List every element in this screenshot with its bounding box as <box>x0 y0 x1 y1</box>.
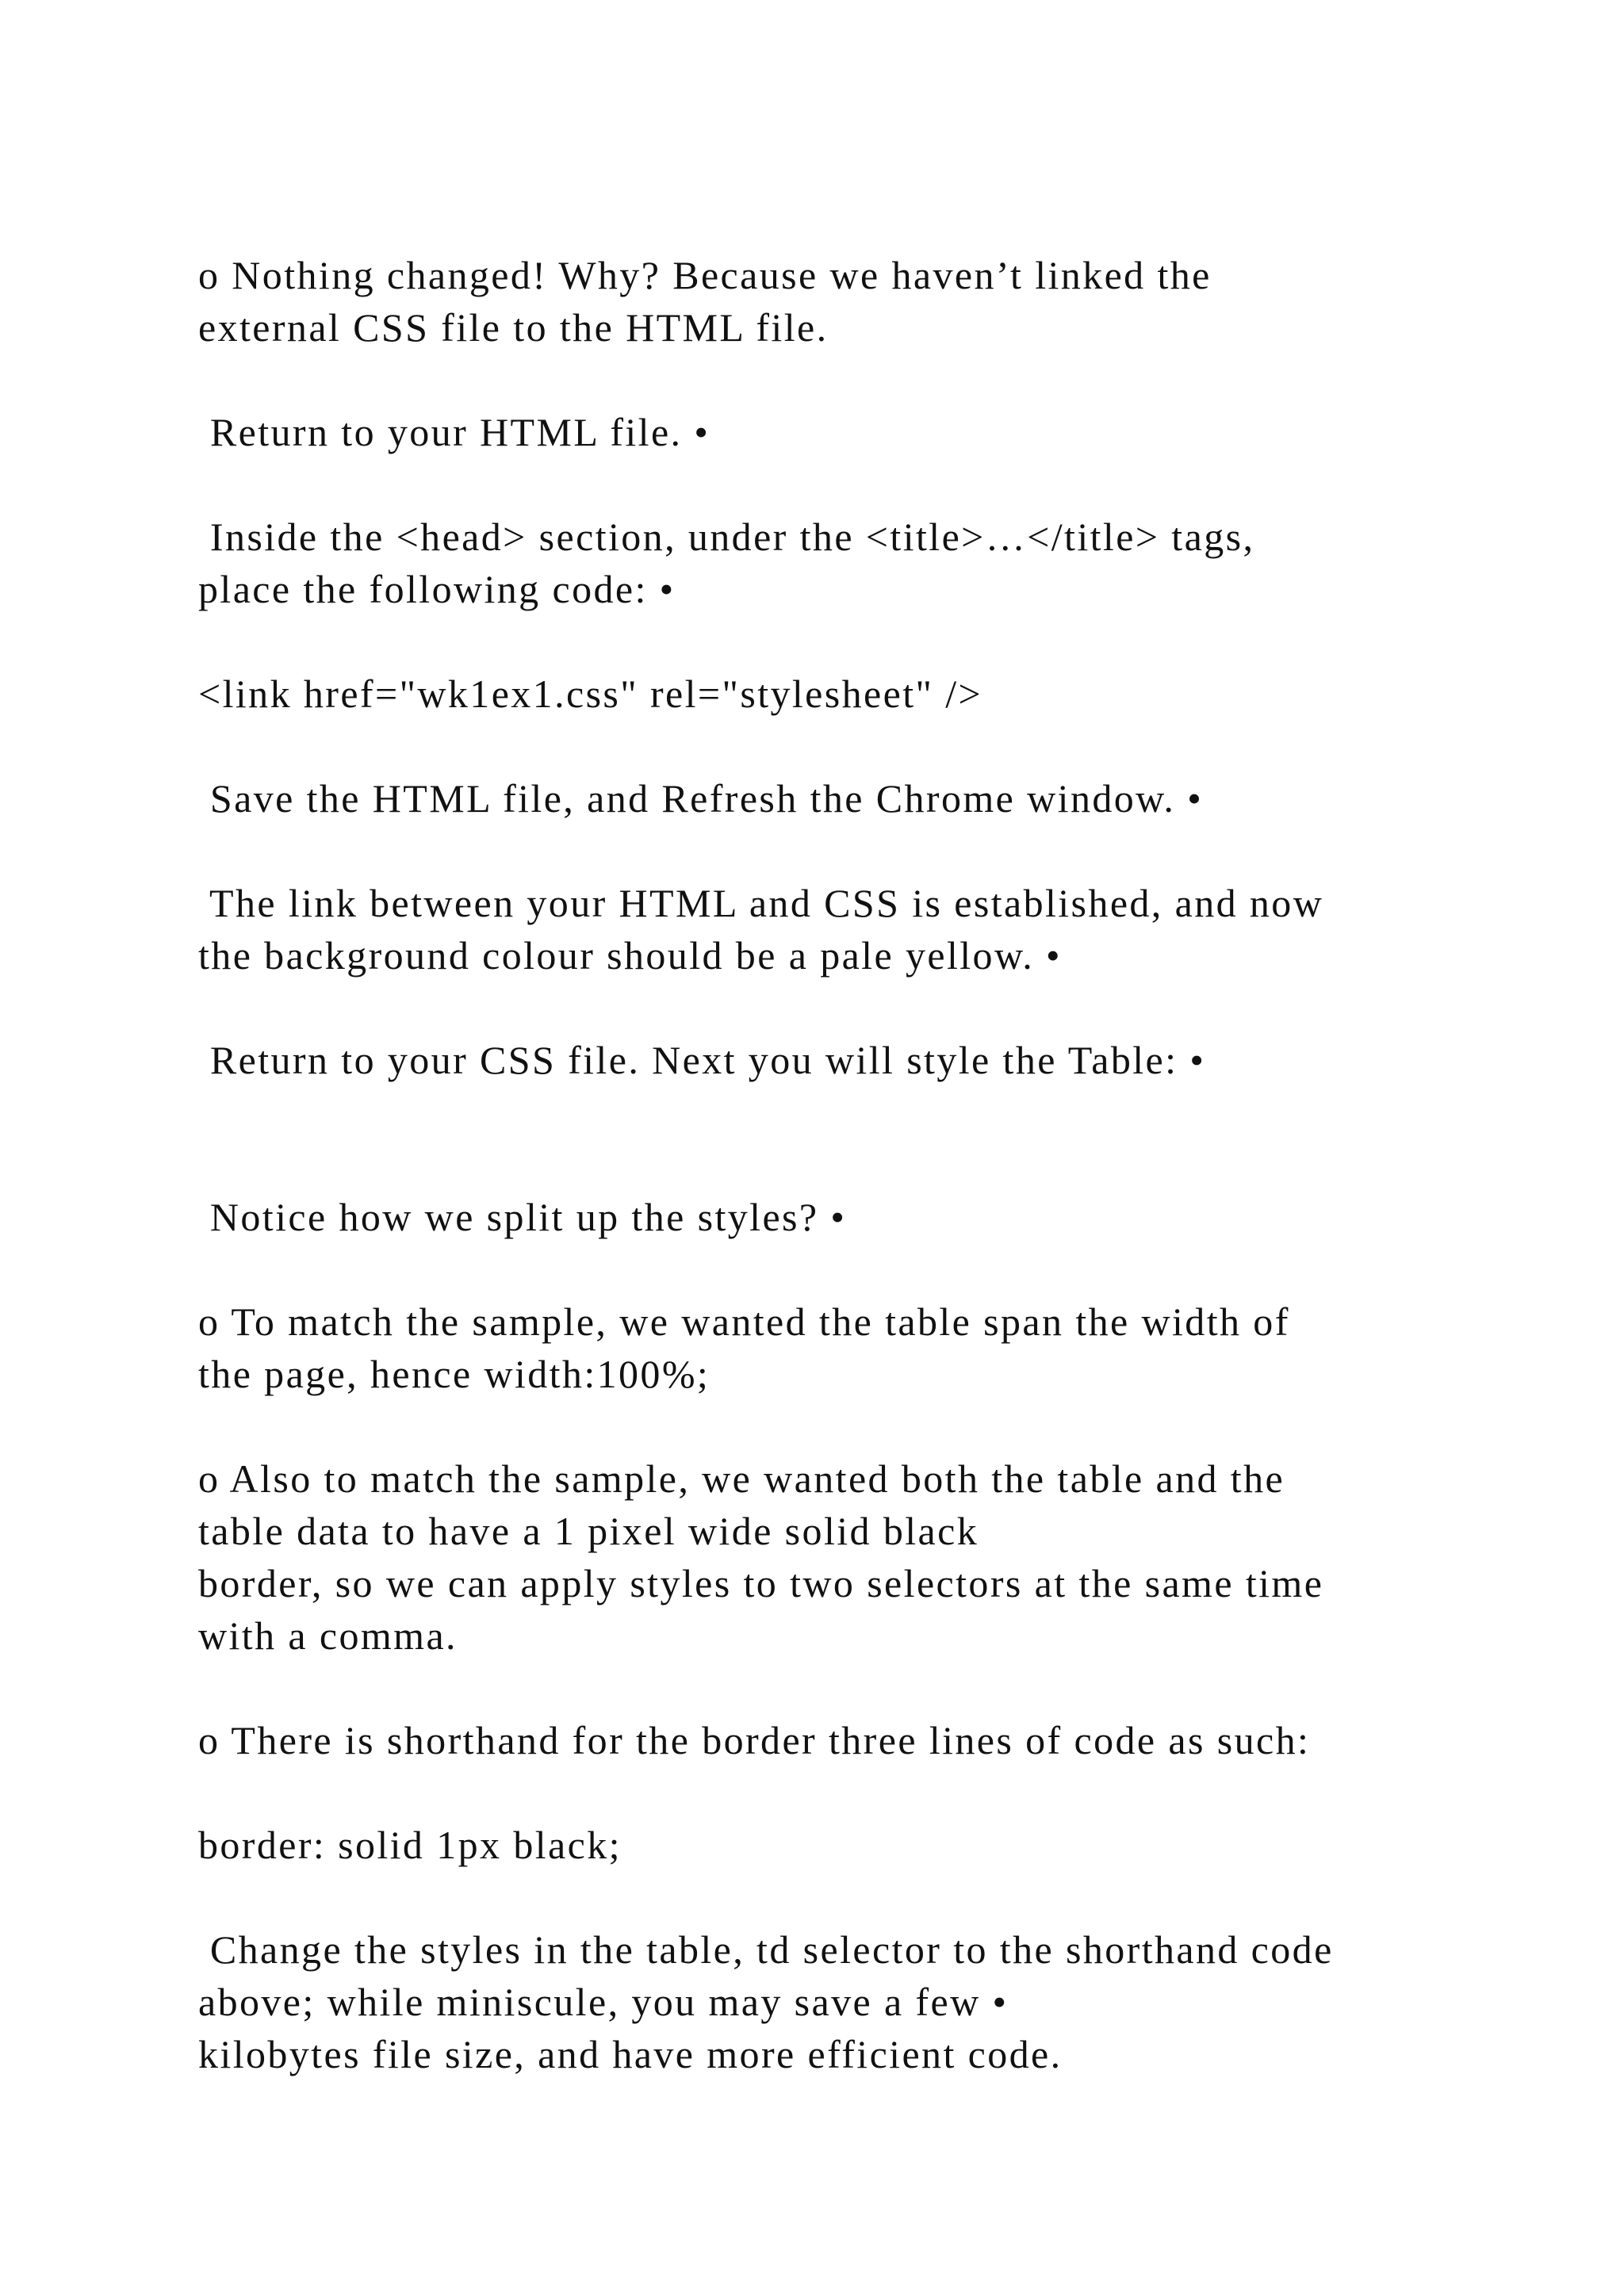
text-line-1: o Nothing changed! Why? Because we haven’t linked the <box>198 253 1212 297</box>
text-line-12: o To match the sample, we wanted the table span the width of <box>198 1299 1290 1344</box>
text-line-22: kilobytes file size, and have more efficient code. <box>198 2032 1063 2076</box>
text-line-8: The link between your HTML and CSS is established, and now <box>198 881 1324 925</box>
text-line-7: Save the HTML file, and Refresh the Chrome window. • <box>198 776 1204 821</box>
text-line-18: o There is shorthand for the border three lines of code as such: <box>198 1718 1311 1762</box>
text-line-9: the background colour should be a pale yellow. • <box>198 933 1062 978</box>
text-line-14: o Also to match the sample, we wanted both the table and the <box>198 1456 1285 1501</box>
text-line-4: Inside the <head> section, under the <title>…</title> tags, <box>198 515 1255 559</box>
text-line-20: Change the styles in the table, td selector to the shorthand code <box>198 1927 1334 1972</box>
text-line-11: Notice how we split up the styles? • <box>198 1195 847 1239</box>
text-line-5: place the following code: • <box>198 567 676 611</box>
text-line-15: table data to have a 1 pixel wide solid black <box>198 1509 979 1553</box>
text-line-10: Return to your CSS file. Next you will style the Table: • <box>198 1038 1206 1082</box>
code-line-link: <link href="wk1ex1.css" rel="stylesheet" /> <box>198 672 983 716</box>
text-line-17: with a comma. <box>198 1613 458 1658</box>
code-line-border: border: solid 1px black; <box>198 1823 622 1867</box>
text-line-16: border, so we can apply styles to two selectors at the same time <box>198 1561 1324 1605</box>
text-line-3: Return to your HTML file. • <box>198 410 710 454</box>
text-line-2: external CSS file to the HTML file. <box>198 305 829 350</box>
text-line-21: above; while miniscule, you may save a few • <box>198 1980 1009 2024</box>
text-line-13: the page, hence width:100%; <box>198 1352 710 1396</box>
